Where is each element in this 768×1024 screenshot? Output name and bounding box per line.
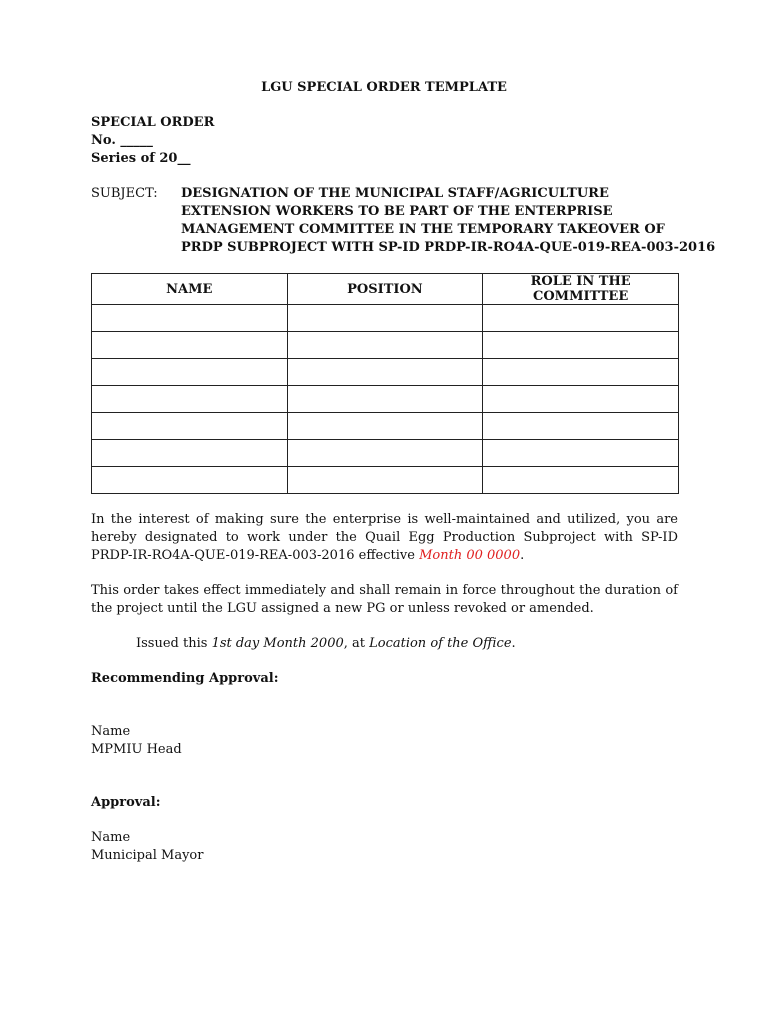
table-cell[interactable] <box>287 359 483 386</box>
order-header <box>91 114 214 168</box>
table-cell[interactable] <box>92 305 288 332</box>
signatory-title: Municipal Mayor <box>91 848 204 863</box>
recommending-signatory <box>91 723 182 759</box>
table-row <box>92 332 679 359</box>
subject-label: SUBJECT: <box>91 186 158 201</box>
table-cell[interactable] <box>287 305 483 332</box>
punctuation: . <box>511 636 516 651</box>
table-cell[interactable] <box>287 386 483 413</box>
table-cell[interactable] <box>483 305 679 332</box>
table-row <box>92 386 679 413</box>
table-cell[interactable] <box>92 332 288 359</box>
signatory-name: Name <box>91 830 131 845</box>
table-cell[interactable] <box>92 359 288 386</box>
effective-date-placeholder: Month 00 0000 <box>419 548 521 563</box>
order-series: Series of 20__ <box>91 151 191 166</box>
issued-location-placeholder: Location of the Office <box>369 636 512 651</box>
table-row <box>92 467 679 494</box>
table-cell[interactable] <box>287 440 483 467</box>
table-cell[interactable] <box>483 359 679 386</box>
table-row <box>92 305 679 332</box>
table-cell[interactable] <box>483 386 679 413</box>
recommending-approval-heading: Recommending Approval: <box>91 671 279 686</box>
table-cell[interactable] <box>287 467 483 494</box>
table-header-row <box>92 274 679 305</box>
issued-date-placeholder: 1st day Month 2000 <box>211 636 344 651</box>
table-row <box>92 440 679 467</box>
document-title: LGU SPECIAL ORDER TEMPLATE <box>261 80 507 95</box>
table-row <box>92 359 679 386</box>
subject-line: DESIGNATION OF THE MUNICIPAL STAFF/AGRICULTURE <box>181 186 609 201</box>
column-header-position: POSITION <box>287 274 483 305</box>
column-header-name: NAME <box>92 274 288 305</box>
table-cell[interactable] <box>483 413 679 440</box>
issued-prefix: Issued this <box>136 636 212 651</box>
subject-text <box>181 185 716 257</box>
column-header-role: ROLE IN THE COMMITTEE <box>483 274 679 305</box>
subject-line: PRDP SUBPROJECT WITH SP-ID PRDP-IR-RO4A-QUE-019-REA-003-2016 <box>181 240 716 255</box>
table-cell[interactable] <box>483 467 679 494</box>
issued-line <box>136 635 516 653</box>
issued-mid: , at <box>343 636 370 651</box>
table-cell[interactable] <box>483 440 679 467</box>
committee-table <box>91 273 679 494</box>
designation-text: In the interest of making sure the enterprise is well-maintained and utilized, you are hereby designated to work under the Quail Egg Production Subproject with SP-ID PRDP-IR-RO4A-QUE-019-REA-003-2016 effective <box>91 512 678 563</box>
punctuation: . <box>520 548 525 563</box>
approval-heading: Approval: <box>91 795 161 810</box>
table-cell[interactable] <box>287 413 483 440</box>
table-cell[interactable] <box>92 440 288 467</box>
subject-line: MANAGEMENT COMMITTEE IN THE TEMPORARY TAKEOVER OF <box>181 222 665 237</box>
table-cell[interactable] <box>92 386 288 413</box>
signatory-title: MPMIU Head <box>91 742 182 757</box>
table-cell[interactable] <box>483 332 679 359</box>
table-cell[interactable] <box>92 413 288 440</box>
signatory-name: Name <box>91 724 131 739</box>
table-row <box>92 413 679 440</box>
table-cell[interactable] <box>287 332 483 359</box>
subject-line: EXTENSION WORKERS TO BE PART OF THE ENTERPRISE <box>181 204 613 219</box>
approving-signatory <box>91 829 203 865</box>
designation-paragraph <box>91 511 678 565</box>
effectivity-paragraph: This order takes effect immediately and shall remain in force throughout the duration of the project until the LGU assigned a new PG or unless revoked or amended. <box>91 583 678 616</box>
order-heading: SPECIAL ORDER <box>91 115 215 130</box>
order-number: No. _____ <box>91 133 153 148</box>
table-cell[interactable] <box>92 467 288 494</box>
